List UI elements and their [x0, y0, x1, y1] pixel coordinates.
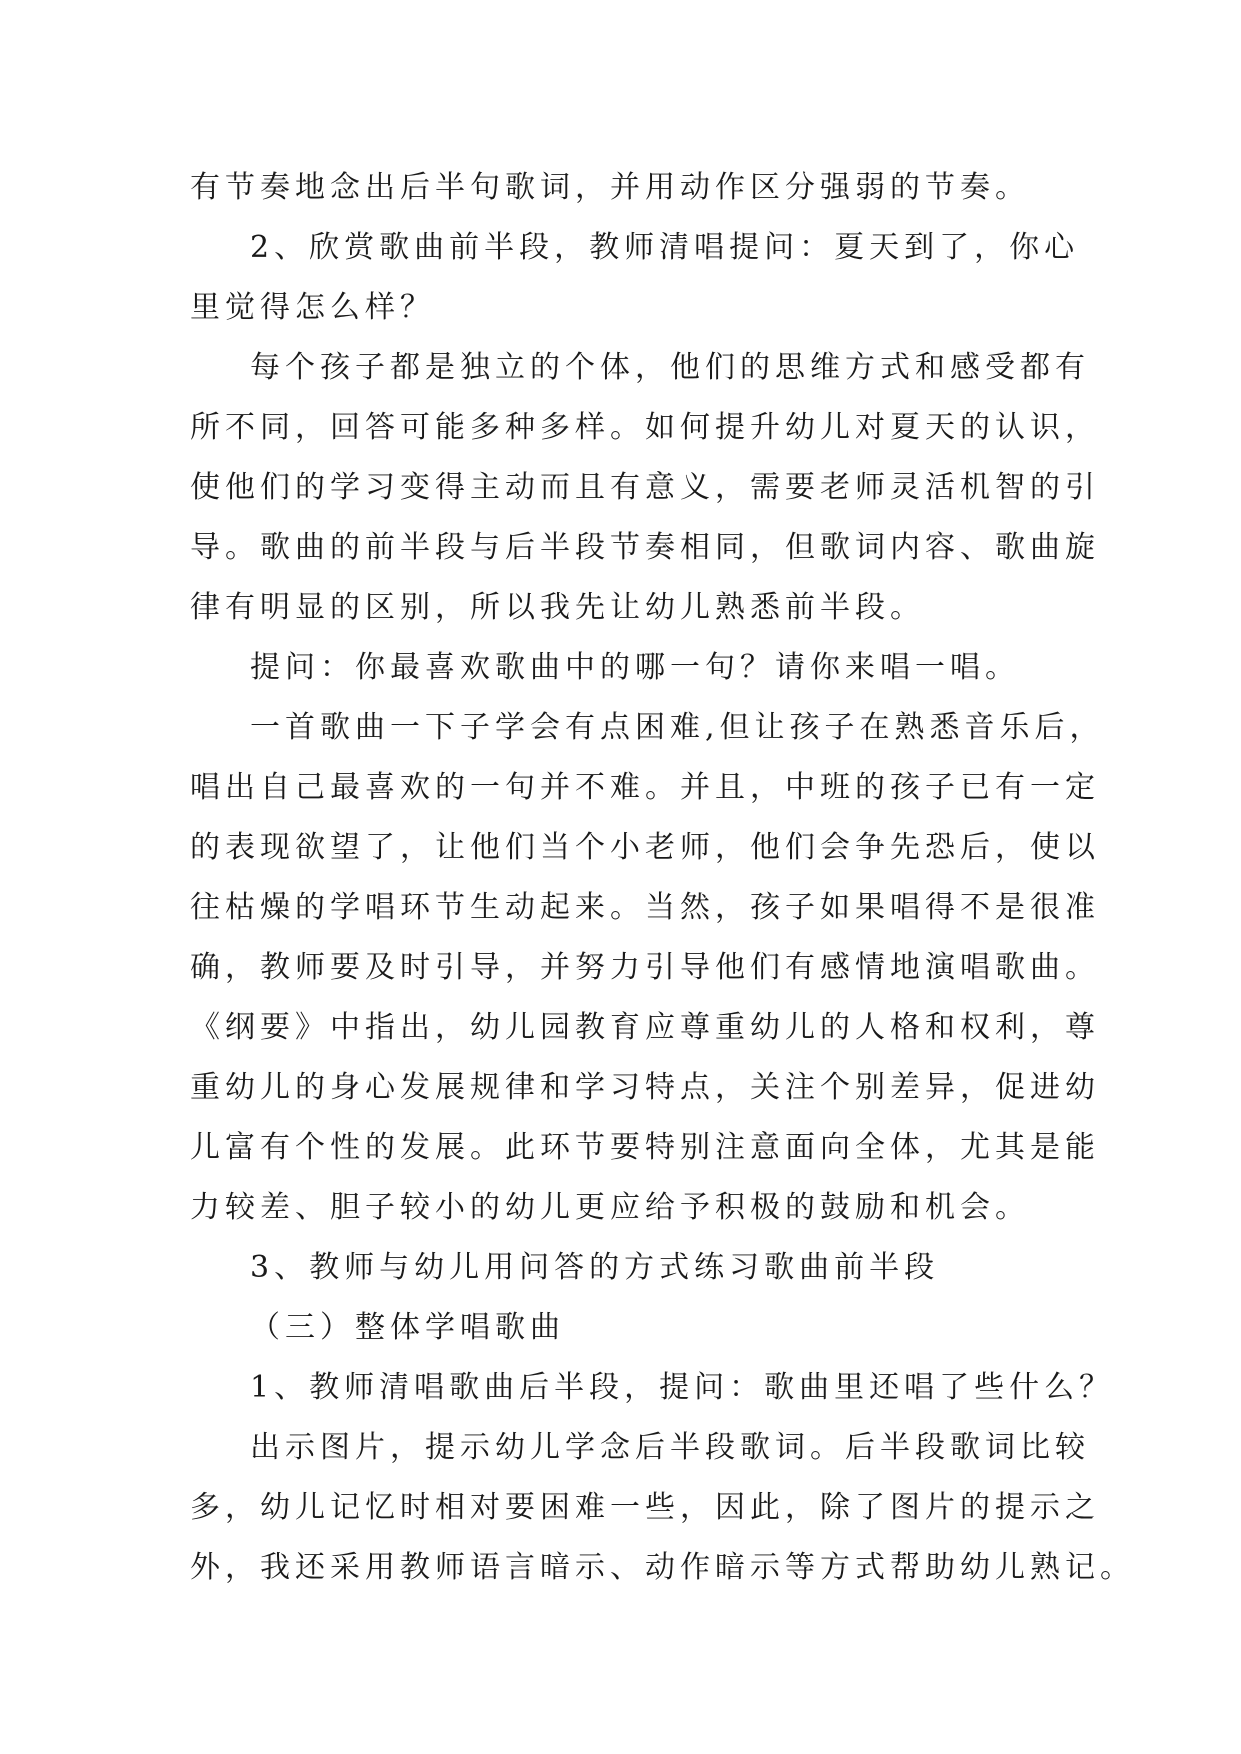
paragraph [190, 1298, 1050, 1358]
paragraph [190, 638, 1050, 698]
text-line: 一首歌曲一下子学会有点困难,但让孩子在熟悉音乐后， [250, 710, 1105, 745]
text-line: 每个孩子都是独立的个体，他们的思维方式和感受都有 [250, 350, 1090, 385]
text-line: （三）整体学唱歌曲 [250, 1310, 565, 1345]
text-line: 所不同，回答可能多种多样。如何提升幼儿对夏天的认识， [190, 410, 1100, 445]
text-line: 多，幼儿记忆时相对要困难一些，因此，除了图片的提示之 [190, 1490, 1100, 1525]
paragraph [190, 1418, 1135, 1598]
text-line: 儿富有个性的发展。此环节要特别注意面向全体，尤其是能 [190, 1130, 1100, 1165]
paragraph [190, 158, 1050, 218]
paragraph [190, 1238, 1050, 1298]
text-line: 里觉得怎么样？ [190, 290, 435, 325]
text-line: 1、教师清唱歌曲后半段，提问：歌曲里还唱了些什么？ [250, 1370, 1115, 1405]
text-line: 外，我还采用教师语言暗示、动作暗示等方式帮助幼儿熟记。 [190, 1550, 1135, 1585]
document-body [190, 158, 1135, 1598]
text-line: 力较差、胆子较小的幼儿更应给予积极的鼓励和机会。 [190, 1190, 1030, 1225]
text-line: 的表现欲望了，让他们当个小老师，他们会争先恐后，使以 [190, 830, 1100, 865]
text-line: 出示图片，提示幼儿学念后半段歌词。后半段歌词比较 [250, 1430, 1090, 1465]
text-line: 唱出自己最喜欢的一句并不难。并且，中班的孩子已有一定 [190, 770, 1100, 805]
text-line: 往枯燥的学唱环节生动起来。当然，孩子如果唱得不是很准 [190, 890, 1100, 925]
text-line: 重幼儿的身心发展规律和学习特点，关注个别差异，促进幼 [190, 1070, 1100, 1105]
paragraph [190, 218, 1080, 338]
text-line: 确，教师要及时引导，并努力引导他们有感情地演唱歌曲。 [190, 950, 1100, 985]
paragraph [190, 698, 1105, 1238]
text-line: 导。歌曲的前半段与后半段节奏相同，但歌词内容、歌曲旋 [190, 530, 1100, 565]
paragraph [190, 338, 1100, 638]
text-line: 2、欣赏歌曲前半段，教师清唱提问：夏天到了，你心 [250, 230, 1080, 265]
text-line: 提问：你最喜欢歌曲中的哪一句？请你来唱一唱。 [250, 650, 1020, 685]
text-line: 使他们的学习变得主动而且有意义，需要老师灵活机智的引 [190, 470, 1100, 505]
text-line: 3、教师与幼儿用问答的方式练习歌曲前半段 [250, 1250, 940, 1285]
text-line: 律有明显的区别，所以我先让幼儿熟悉前半段。 [190, 590, 925, 625]
paragraph [190, 1358, 1115, 1418]
text-line: 有节奏地念出后半句歌词，并用动作区分强弱的节奏。 [190, 170, 1030, 205]
text-line: 《纲要》中指出，幼儿园教育应尊重幼儿的人格和权利，尊 [190, 1010, 1100, 1045]
